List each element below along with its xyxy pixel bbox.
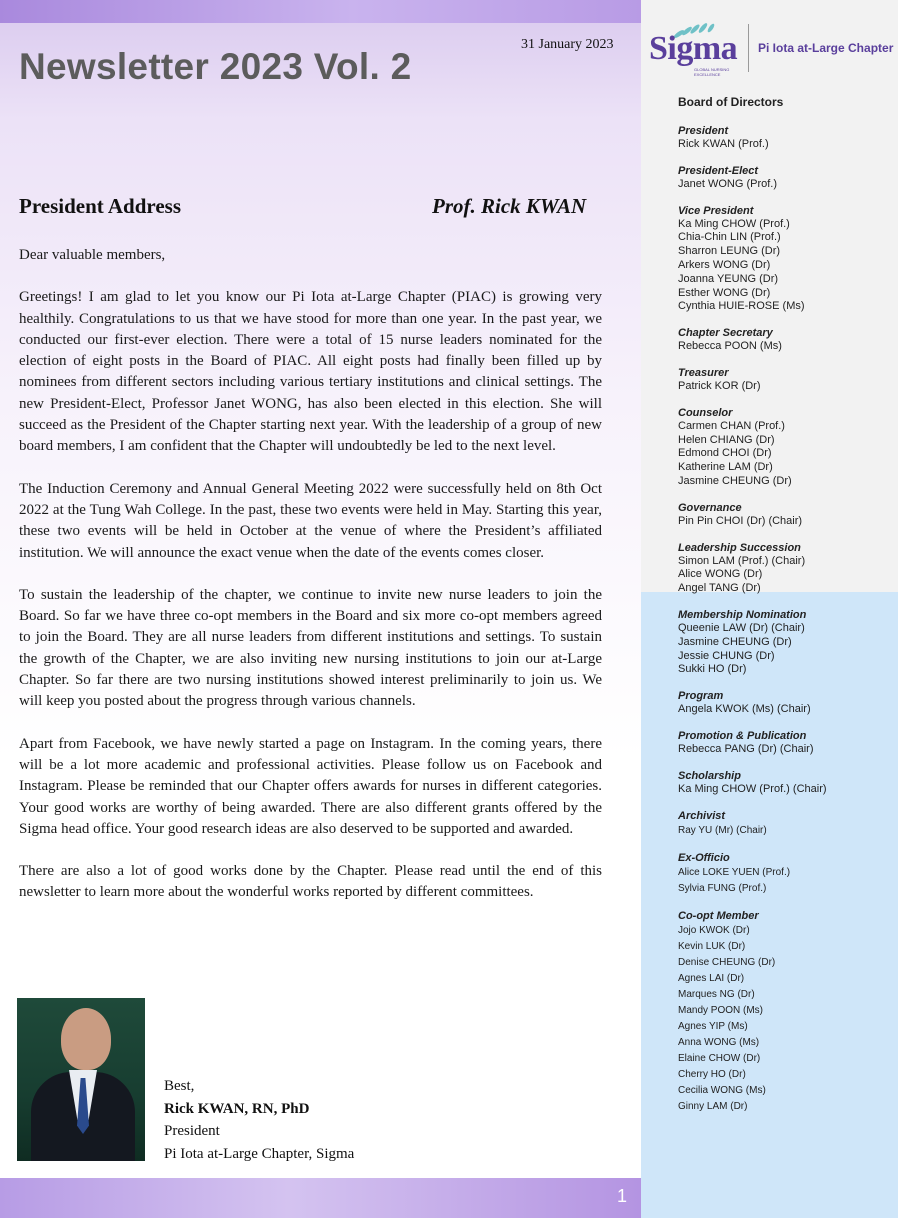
closing: Best, <box>164 1078 195 1094</box>
role-title: Promotion & Publication <box>678 729 807 742</box>
paragraph: Greetings! I am glad to let you know our Pi Iota at-Large Chapter (PIAC) is growing very healthily. Congratulations to us that we have stood for more than one year. In the past year, we conducted our first-ever election. There were a total of 15 nurse leaders nominated for the election of eight posts in the Board of PIAC. All eight posts had finally been filled up by nominees from different sectors including various tertiary institutions and clinical settings. The new President-Elect, Professor Janet WONG, has also been elected in this election. She will succeed as the President of the Chapter starting next year. With the leadership of a group of new board members, I am confident that the Chapter will undoubtedly be led to the next level. <box>19 289 602 455</box>
board-role <box>678 367 893 394</box>
role-member: Mandy POON (Ms) <box>678 1004 764 1016</box>
role-member: Ginny LAM (Dr) <box>678 1100 748 1112</box>
paragraph: Dear valuable members, <box>19 247 166 263</box>
role-title: Archivist <box>678 809 726 822</box>
role-member: Jojo KWOK (Dr) <box>678 924 750 936</box>
role-member: Alice LOKE YUEN (Prof.) <box>678 866 791 878</box>
role-title: Chapter Secretary <box>678 327 773 340</box>
board-role <box>678 690 893 717</box>
logo-divider <box>748 24 749 72</box>
board-role <box>678 502 893 529</box>
role-member: Jasmine CHEUNG (Dr) <box>678 635 792 648</box>
board-role <box>678 810 893 839</box>
issue-date: 31 January 2023 <box>521 37 614 52</box>
role-title: President-Elect <box>678 164 759 177</box>
role-member: Ray YU (Mr) (Chair) <box>678 824 767 836</box>
board-role <box>678 730 893 757</box>
logo-wordmark: Sigma <box>649 30 738 67</box>
role-title: Leadership Succession <box>678 541 801 554</box>
role-member: Simon LAM (Prof.) (Chair) <box>678 554 806 567</box>
role-member: Jasmine CHEUNG (Dr) <box>678 474 792 487</box>
role-member: Ka Ming CHOW (Prof.) (Chair) <box>678 782 827 795</box>
role-member: Agnes LAI (Dr) <box>678 972 745 984</box>
board-role <box>678 407 893 489</box>
role-title: Membership Nomination <box>678 608 807 621</box>
role-member: Esther WONG (Dr) <box>678 286 771 299</box>
role-member: Chia-Chin LIN (Prof.) <box>678 231 781 244</box>
role-title: Vice President <box>678 204 754 217</box>
president-photo <box>17 998 145 1161</box>
signature-block <box>164 1075 354 1165</box>
logo-tagline: GLOBAL NURSING EXCELLENCE <box>694 67 730 77</box>
board-of-directors <box>678 95 893 1128</box>
role-member: Cynthia HUIE-ROSE (Ms) <box>678 300 805 313</box>
role-member: Angela KWOK (Ms) (Chair) <box>678 703 811 716</box>
board-role <box>678 125 893 152</box>
signatory-role: President <box>164 1123 220 1139</box>
paragraph: To sustain the leadership of the chapter, we continue to invite new nurse leaders to join the Board. So far we have three co-opt members in the Board and six more co-opt members agreed to join the Board. They are all nurse leaders from different institutions and settings. To sustain the growth of the Chapter, we are also inviting new nursing institutions to join our at-Large Chapter. So far there are two nursing institutions showed interest preliminarily to join us. We will keep you posted about the progress through various channels. <box>19 586 602 710</box>
board-role <box>678 609 893 677</box>
role-member: Rick KWAN (Prof.) <box>678 138 769 150</box>
role-title: Program <box>678 690 724 703</box>
paragraph: There are also a lot of good works done by the Chapter. Please read until the end of this newsletter to learn more about the wonderful works reported by different committees. <box>19 863 602 901</box>
role-member: Anna WONG (Ms) <box>678 1036 760 1048</box>
role-member: Janet WONG (Prof.) <box>678 177 778 190</box>
author-heading: Prof. Rick KWAN <box>432 194 587 218</box>
role-member: Arkers WONG (Dr) <box>678 258 771 271</box>
board-role <box>678 770 893 797</box>
top-decorative-bar <box>0 0 641 23</box>
role-member: Kevin LUK (Dr) <box>678 940 746 952</box>
role-member: Carmen CHAN (Prof.) <box>678 419 785 432</box>
role-member: Sharron LEUNG (Dr) <box>678 245 781 258</box>
role-member: Elaine CHOW (Dr) <box>678 1052 761 1064</box>
role-member: Edmond CHOI (Dr) <box>678 447 772 460</box>
paragraph: Apart from Facebook, we have newly started a page on Instagram. In the coming years, there will be a lot more academic and professional activities. Please follow us on Facebook and Instagram. Please be reminded that our Chapter offers awards for nurses in different categories. Your good works are worthy of being awarded. There are also different grants offered by the Sigma head office. Your good research ideas are also deserved to be supported and awarded. <box>19 735 602 837</box>
board-heading: Board of Directors <box>678 95 784 109</box>
section-heading: President Address <box>19 194 181 218</box>
role-title: Treasurer <box>678 366 729 379</box>
address-body <box>19 245 602 925</box>
role-member: Agnes YIP (Ms) <box>678 1020 748 1032</box>
role-title: Governance <box>678 501 742 514</box>
role-member: Ka Ming CHOW (Prof.) <box>678 217 790 230</box>
role-member: Denise CHEUNG (Dr) <box>678 956 776 968</box>
role-title: Ex-Officio <box>678 851 730 864</box>
board-role <box>678 327 893 354</box>
chapter-name: Pi Iota at-Large Chapter <box>758 41 894 55</box>
signatory-org: Pi Iota at-Large Chapter, Sigma <box>164 1145 355 1162</box>
role-member: Angel TANG (Dr) <box>678 582 761 595</box>
paragraph: The Induction Ceremony and Annual General Meeting 2022 were successfully held on 8th Oct 2022 at the Tung Wah College. In the past, these two events were held in May. Starting this year, these two events will be held in October at the venue of where the President’s affiliated institution. We will announce the exact venue when the date of the events comes closer. <box>19 480 602 561</box>
role-member: Alice WONG (Dr) <box>678 568 763 581</box>
board-role <box>678 165 893 192</box>
role-title: Counselor <box>678 406 733 419</box>
role-member: Cecilia WONG (Ms) <box>678 1084 766 1096</box>
signatory-name: Rick KWAN, RN, PhD <box>164 1100 310 1117</box>
sigma-logo <box>649 22 744 77</box>
board-roles-list <box>678 125 893 1115</box>
role-member: Helen CHIANG (Dr) <box>678 433 775 446</box>
role-member: Patrick KOR (Dr) <box>678 379 761 392</box>
bottom-decorative-bar <box>0 1178 641 1218</box>
board-role <box>678 910 893 1115</box>
role-title: President <box>678 125 729 137</box>
newsletter-title: Newsletter 2023 Vol. 2 <box>19 46 412 87</box>
role-member: Cherry HO (Dr) <box>678 1068 746 1080</box>
role-member: Rebecca PANG (Dr) (Chair) <box>678 742 814 755</box>
page-number: 1 <box>616 1186 627 1206</box>
role-member: Katherine LAM (Dr) <box>678 461 773 474</box>
role-member: Sylvia FUNG (Prof.) <box>678 882 767 894</box>
role-member: Pin Pin CHOI (Dr) (Chair) <box>678 514 803 527</box>
role-title: Co-opt Member <box>678 909 759 922</box>
role-member: Sukki HO (Dr) <box>678 663 747 676</box>
board-role <box>678 852 893 897</box>
role-member: Joanna YEUNG (Dr) <box>678 272 779 285</box>
role-title: Scholarship <box>678 769 741 782</box>
role-member: Marques NG (Dr) <box>678 988 755 1000</box>
board-role <box>678 542 893 596</box>
role-member: Queenie LAW (Dr) (Chair) <box>678 621 805 634</box>
board-role <box>678 205 893 315</box>
role-member: Rebecca POON (Ms) <box>678 340 782 353</box>
role-member: Jessie CHUNG (Dr) <box>678 649 775 662</box>
